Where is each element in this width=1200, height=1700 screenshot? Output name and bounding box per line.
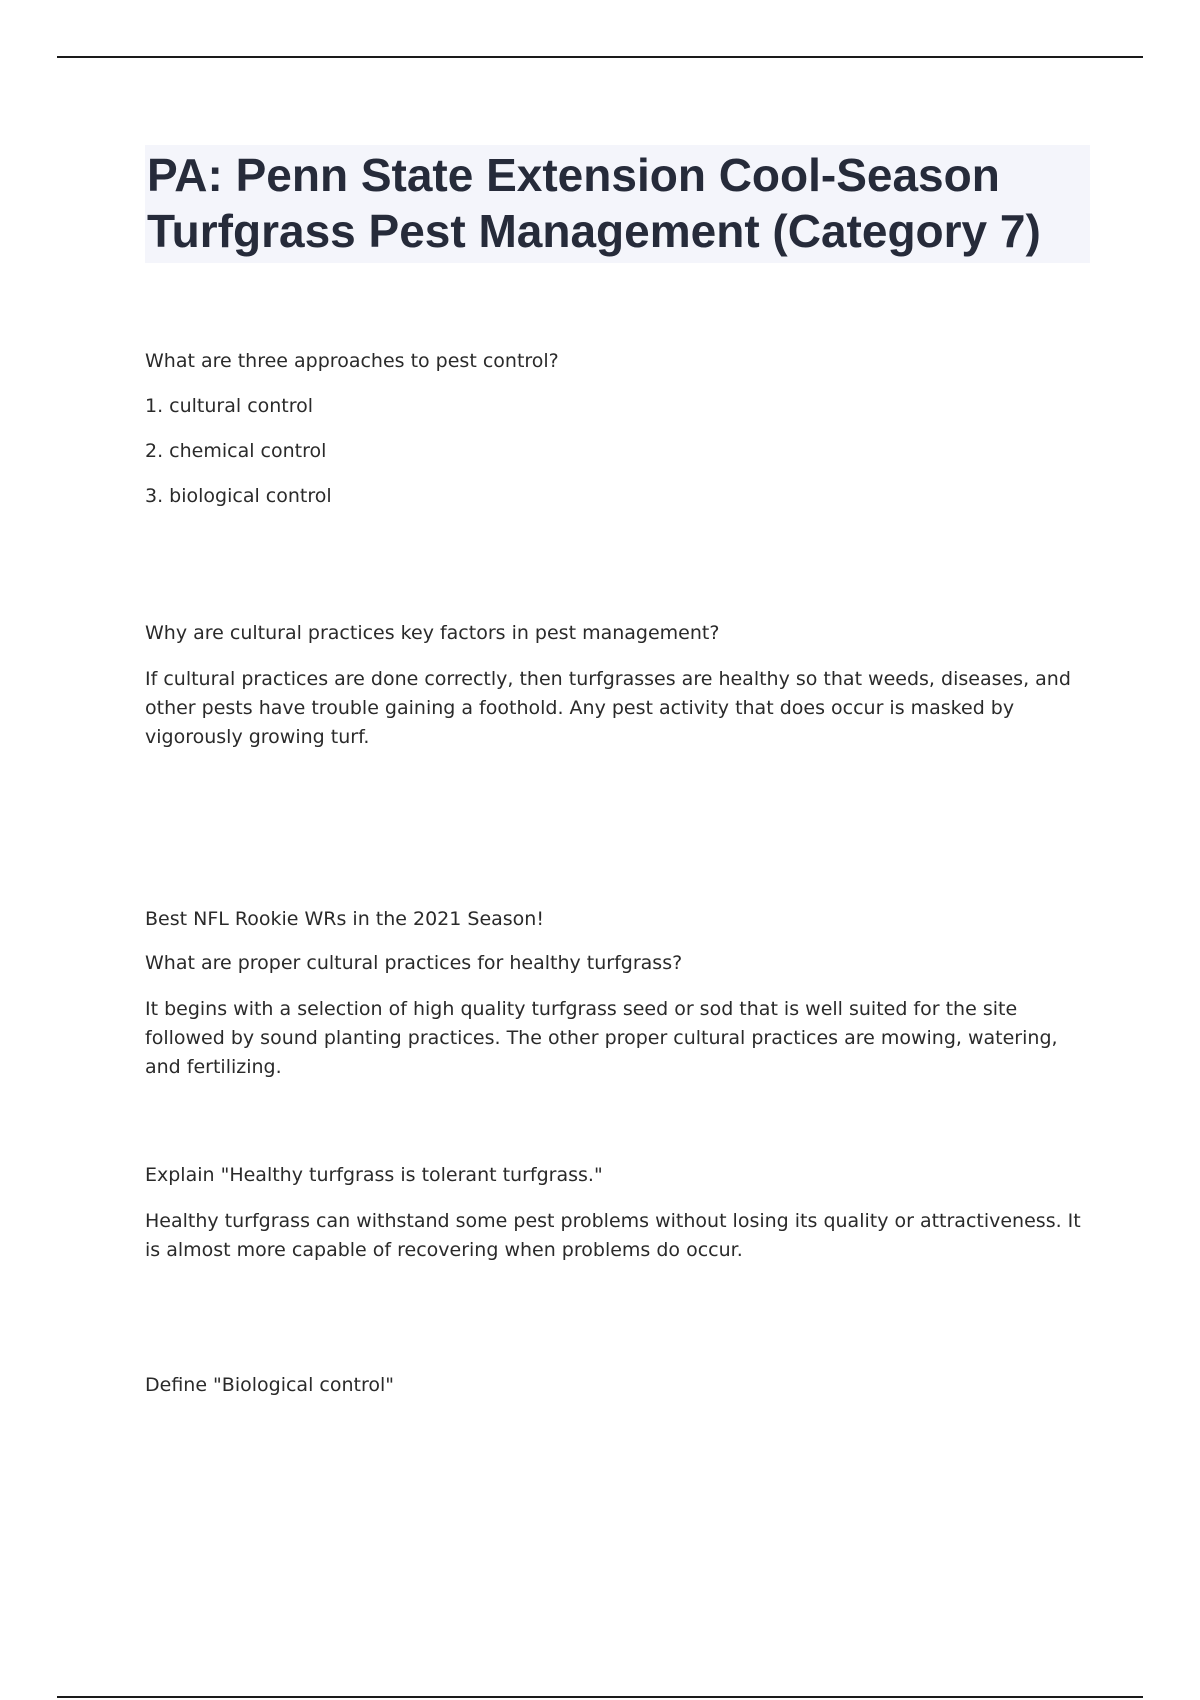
answer-1-item-2: 2. chemical control	[145, 440, 327, 462]
qa-block-3	[145, 949, 1090, 1082]
promo-link[interactable]: Best NFL Rookie WRs in the 2021 Season!	[145, 908, 544, 930]
question-2: Why are cultural practices key factors in pest management?	[145, 622, 720, 644]
document-title: PA: Penn State Extension Cool-Season Turfgrass Pest Management (Category 7)	[145, 145, 1090, 263]
bottom-rule	[57, 1696, 1143, 1698]
answer-4: Healthy turfgrass can withstand some pest problems without losing its quality or attractiveness. It is almost more capable of recovering when problems do occur.	[145, 1210, 1081, 1261]
question-4: Explain "Healthy turfgrass is tolerant turfgrass."	[145, 1164, 603, 1186]
answer-1-item-1: 1. cultural control	[145, 395, 314, 417]
answer-2: If cultural practices are done correctly, then turfgrasses are healthy so that weeds, diseases, and other pests have trouble gaining a foothold. Any pest activity that does occur is masked by vigorously growing turf.	[145, 668, 1071, 748]
qa-block-1	[145, 347, 1090, 511]
qa-block-5	[145, 1371, 1090, 1400]
question-1: What are three approaches to pest control?	[145, 350, 559, 372]
qa-block-2	[145, 619, 1090, 752]
answer-3: It begins with a selection of high quality turfgrass seed or sod that is well suited for the site followed by sound planting practices. The other proper cultural practices are mowing, watering, and fertilizing.	[145, 998, 1058, 1078]
answer-1-item-3: 3. biological control	[145, 485, 332, 507]
question-3: What are proper cultural practices for healthy turfgrass?	[145, 952, 683, 974]
qa-block-4	[145, 1161, 1090, 1265]
top-rule	[57, 56, 1143, 58]
question-5: Define "Biological control"	[145, 1374, 394, 1396]
document-header	[145, 145, 1090, 263]
